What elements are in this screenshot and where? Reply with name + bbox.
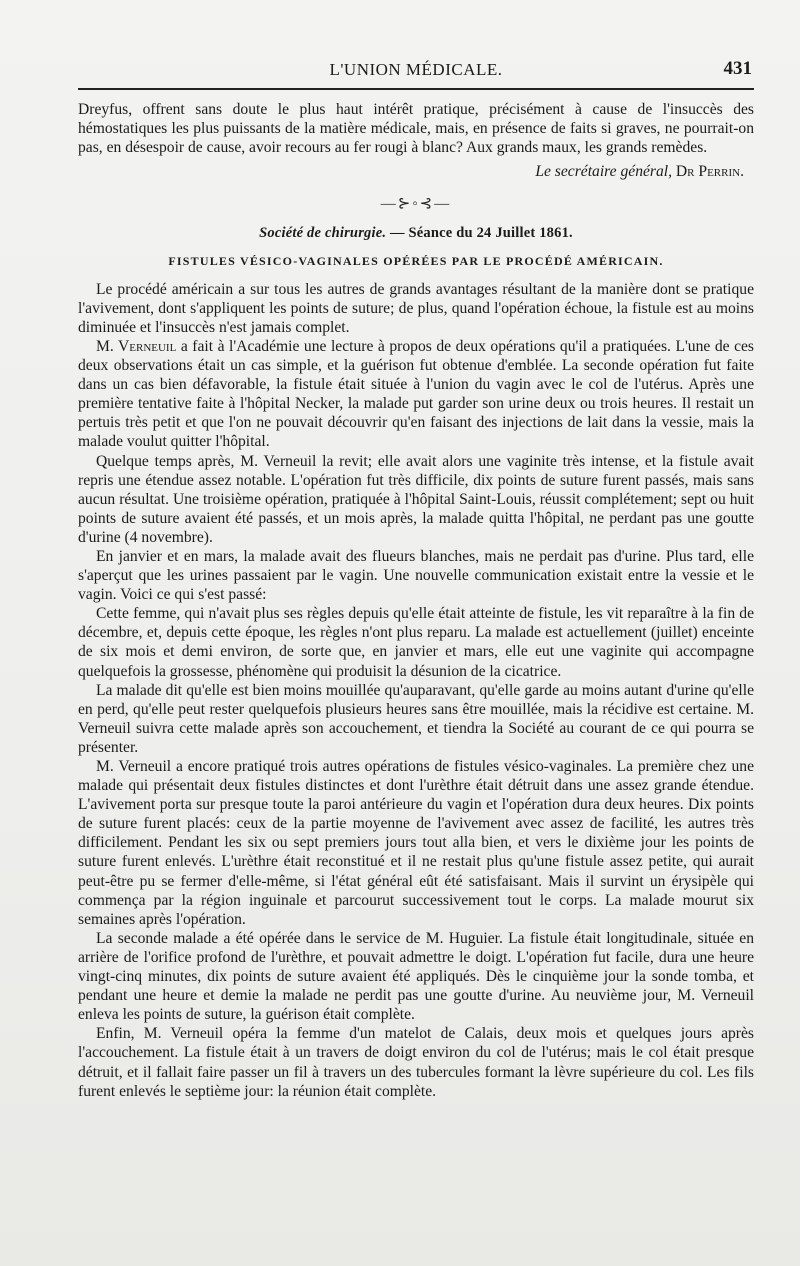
running-title: L'UNION MÉDICALE. (329, 60, 503, 79)
header-rule (78, 88, 754, 90)
section-title-session: — Séance du 24 Juillet 1861. (386, 225, 573, 242)
paragraph-2-name: M. Verneuil (96, 337, 177, 355)
paragraph-6: La malade dit qu'elle est bien moins mouillée qu'auparavant, qu'elle garde au moins autant d'urine qu'elle en perd, qu'elle peut rester quelquefois plusieurs heures sans être mouillée, mais la récidive est certaine. M. Verneuil suivra cette malade après son accouchement, et tiendra la Société au courant de ce qui pourra se présenter. (78, 681, 754, 756)
signature-role: Le secrétaire général, (535, 163, 673, 181)
running-head (78, 56, 754, 86)
paragraph-3: Quelque temps après, M. Verneuil la revit; elle avait alors une vaginite très intense, et la fistule avait repris une étendue assez notable. L'opération fut très difficile, dix points de suture furent passés, mais sans aucun résultat. Une troisième opération, pratiquée à l'hôpital Saint-Louis, réussit complétement; sept ou huit points de suture avaient été passés, et un mois après, la malade quitta l'hôpital, ne perdant pas une goutte d'urine (4 novembre). (78, 452, 754, 546)
paragraph-4: En janvier et en mars, la malade avait des flueurs blanches, mais ne perdait pas d'urine. Plus tard, elle s'aperçut que les urines passaient par le vagin. Une nouvelle communication existait entre la vessie et le vagin. Voici ce qui s'est passé: (78, 547, 754, 604)
paragraph-2 (78, 337, 754, 452)
paragraph-2-text: a fait à l'Académie une lecture à propos de deux opérations qu'il a pratiquées. L'une de ces deux observations était un cas simple, et la guérison fut obtenue d'emblée. La seconde opération fut faite dans un cas bien défavorable, la fistule était située à l'union du vagin avec le col de l'utérus. Après une première tentative faite à l'hôpital Necker, la malade put garder son urine deux ou trois heures. Il restait un pertuis très petit et que l'on ne pouvait découvrir qu'en faisant des injections de lait dans la vessie, mais la malade voulut quitter l'hôpital. (78, 337, 755, 451)
body-text (78, 100, 754, 1101)
section-title (78, 224, 754, 243)
paragraph-intro: Dreyfus, offrent sans doute le plus haut intérêt pratique, précisément à cause de l'insuccès des hémostatiques les plus puissants de la matière médicale, mais, en présence de faits si graves, ne pourrait-on pas, en désespoir de cause, avoir recours au fer rougi à blanc? Aux grands maux, les grands remèdes. (78, 101, 754, 157)
section-subtitle: FISTULES VÉSICO-VAGINALES OPÉRÉES PAR LE PROCÉDÉ AMÉRICAIN. (168, 253, 664, 268)
paragraph-1: Le procédé américain a sur tous les autres de grands avantages résultant de la manière dont se pratique l'avivement, dont s'appliquent les points de suture; de plus, quand l'opération échoue, la fistule est au moins diminuée et l'insuccès n'est jamais complet. (78, 280, 754, 336)
paragraph-7: M. Verneuil a encore pratiqué trois autres opérations de fistules vésico-vaginales. La première chez une malade qui présentait deux fistules distinctes et dont l'urèthre était détruit dans une assez grande étendue. L'avivement porta sur presque toute la paroi antérieure du vagin et l'opération dura deux heures. Dix points de suture furent placés: ceux de la partie moyenne de l'avivement avec assez de facilité, les autres très difficilement. Pendant les six ou sept premiers jours tout alla bien, et vers le dixième jour les points de suture furent enlevés. L'urèthre était reconstitué et il ne restait plus qu'une fistule assez petite, qui aurait peut-être pu se fermer d'elle-même, si l'état général eût été satisfaisant. Mais il survint un érysipèle qui commença par la région inguinale et parcourut successivement tout le corps. La malade mourut six semaines après l'opération. (78, 758, 754, 928)
signature (78, 162, 754, 181)
section-title-society: Société de chirurgie. (259, 225, 387, 242)
signature-name: Dr Perrin. (675, 163, 744, 181)
paragraph-8: La seconde malade a été opérée dans le service de M. Huguier. La fistule était longitudinale, située en arrière de l'orifice profond de l'urèthre, et pouvait admettre le doigt. L'opération fut facile, dura une heure vingt-cinq minutes, dix points de suture avaient été appliqués. Dès le cinquième jour la sonde tomba, et pendant une heure et demie la malade ne perdit pas une goutte d'urine. Au neuvième jour, M. Verneuil enleva les points de suture, la guérison était complète. (78, 929, 754, 1024)
fleuron-ornament: —⊱◦⊰— (380, 196, 452, 213)
page-number: 431 (723, 58, 752, 79)
paragraph-5: Cette femme, qui n'avait plus ses règles depuis qu'elle était atteinte de fistule, les vit reparaître à la fin de décembre, et, depuis cette époque, les règles n'ont plus reparu. La malade est actuellement (juillet) enceinte de six mois et demi environ, de sorte que, en janvier et mars, elle eut une vaginite qui accompagne quelquefois la grossesse, phénomène qui produisit la désunion de la cicatrice. (78, 605, 754, 680)
paragraph-9: Enfin, M. Verneuil opéra la femme d'un matelot de Calais, deux mois et quelques jours après l'accouchement. La fistule était à un travers de doigt environ du col de l'utérus; mais le col était presque détruit, et il fallait faire passer un fil à travers un des tubercules formant la lèvre supérieure du col. Les fils furent enlevés le septième jour: la réunion était complète. (78, 1025, 754, 1100)
